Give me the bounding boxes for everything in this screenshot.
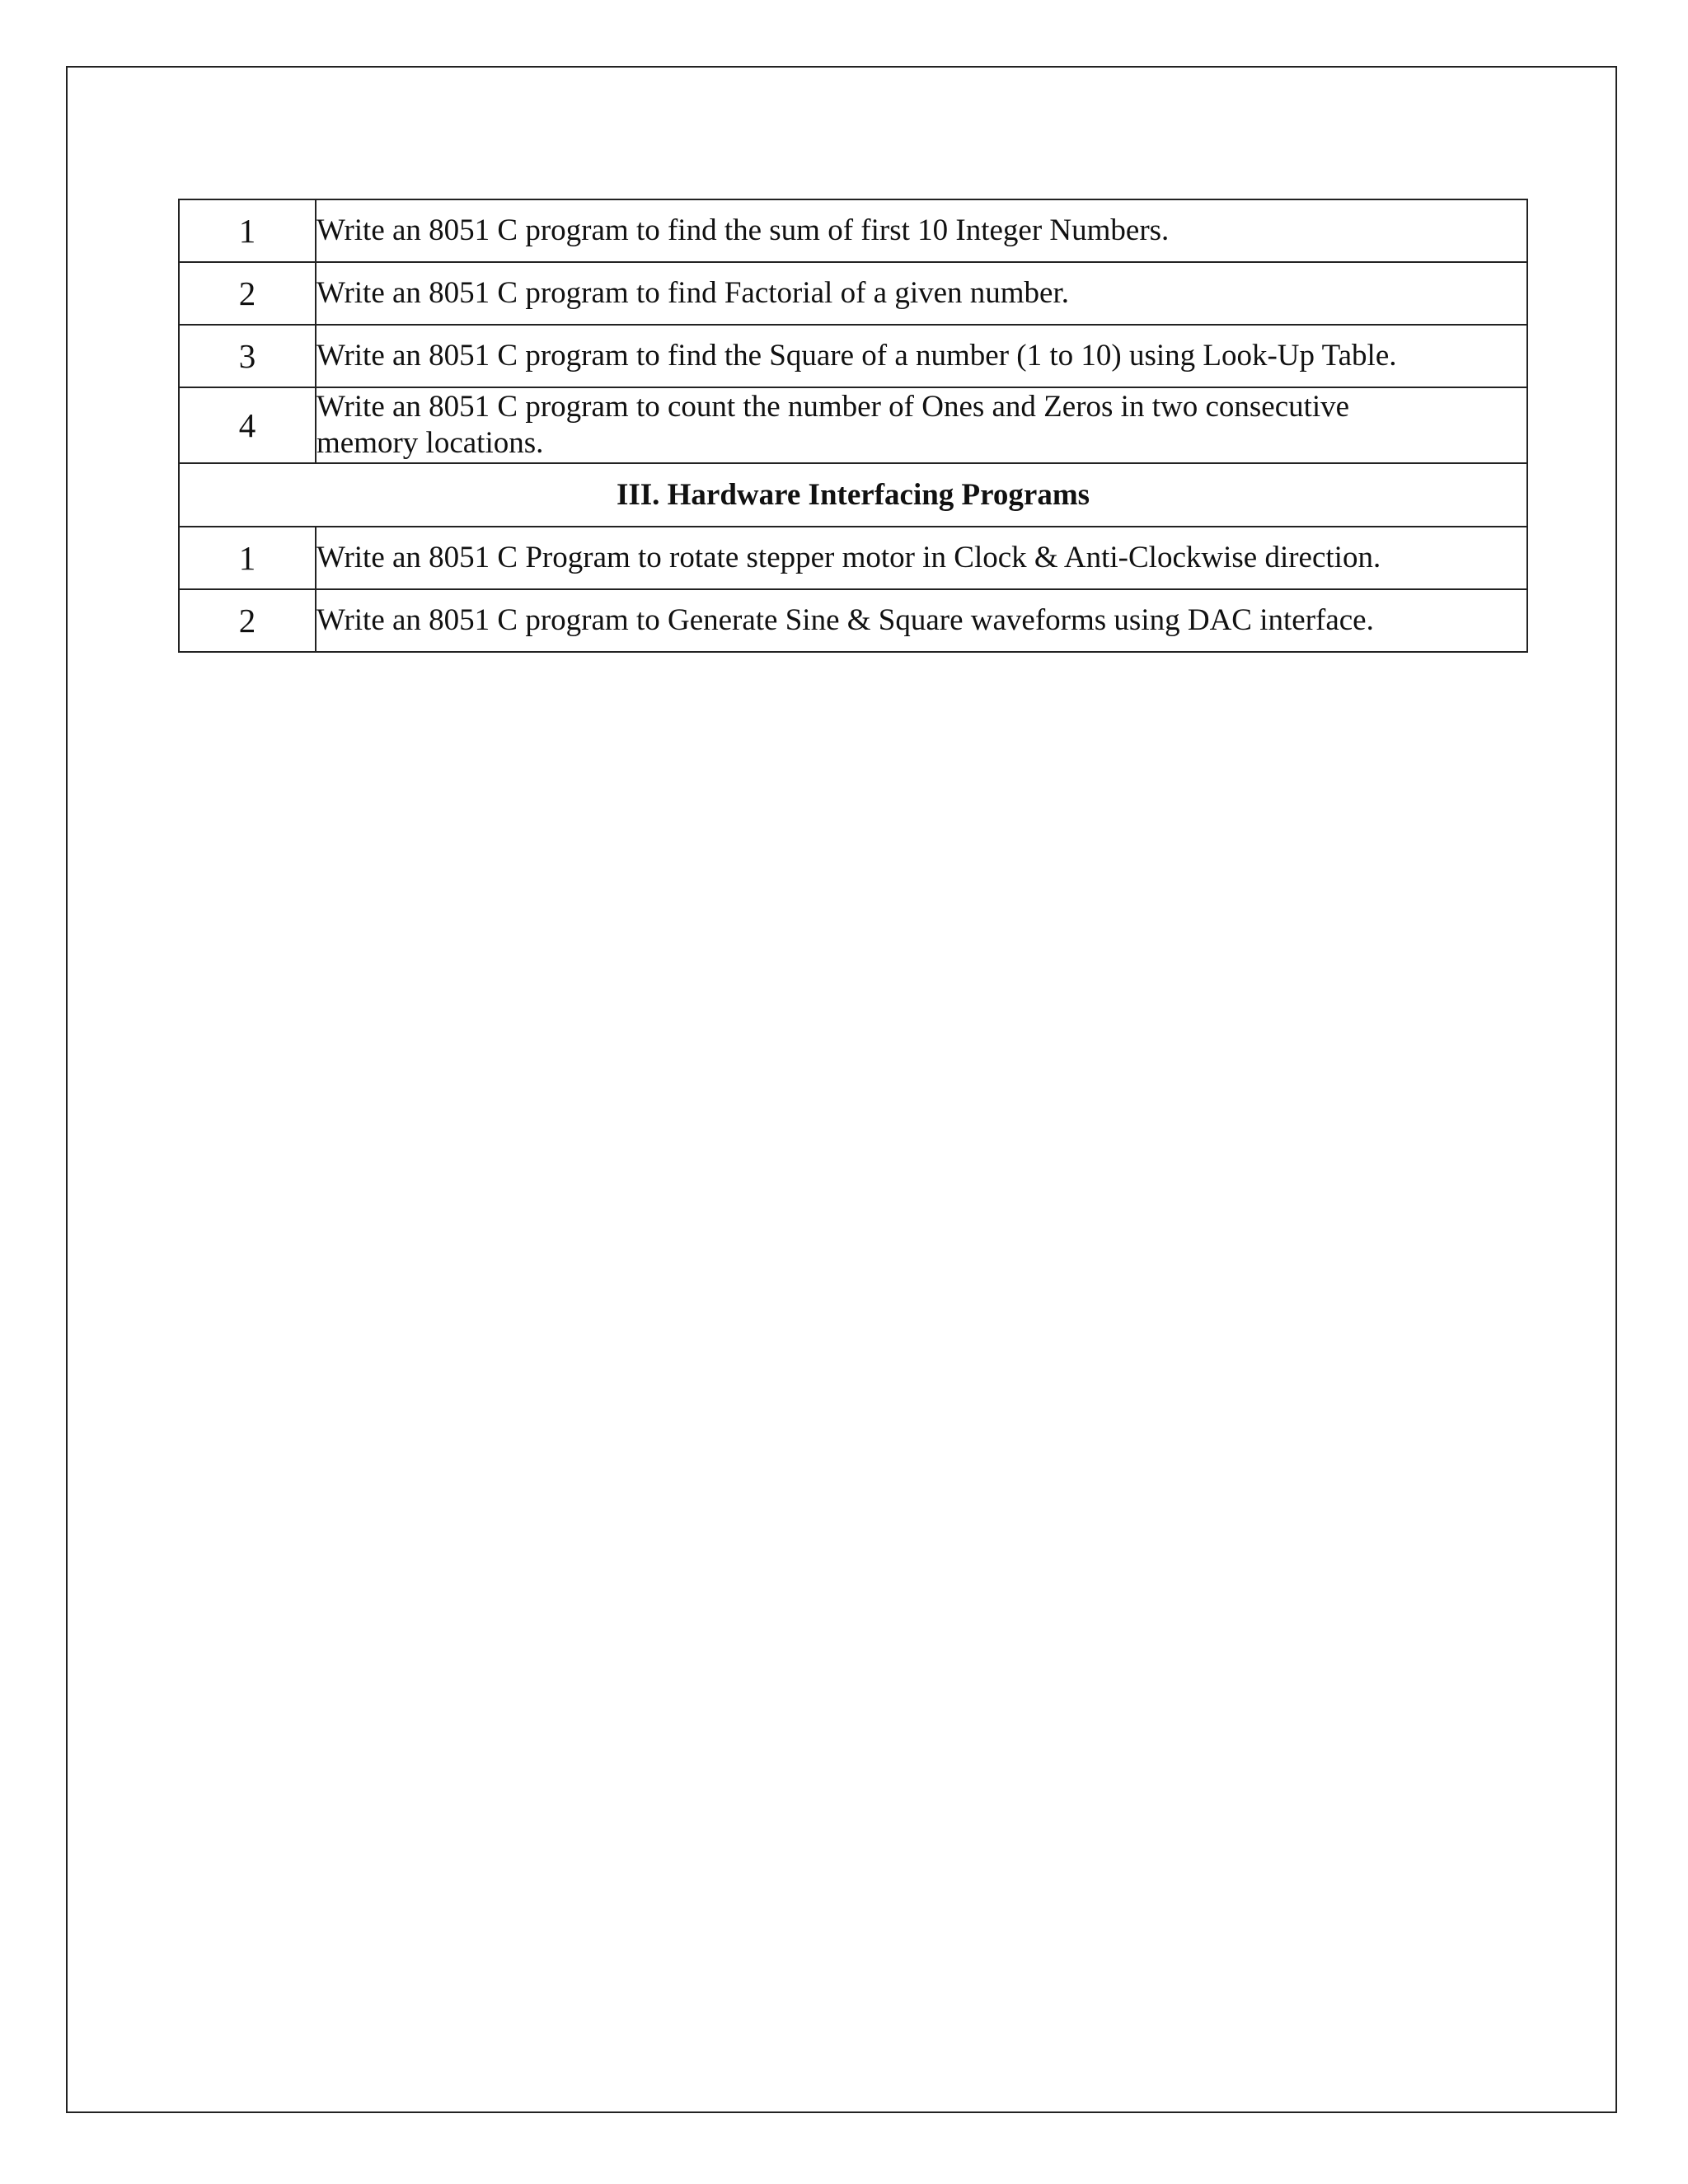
program-description: Write an 8051 C program to find Factorial of a given number.: [316, 262, 1527, 325]
section-row: [179, 463, 1527, 527]
table-row: [179, 589, 1527, 652]
program-number: 2: [179, 589, 316, 652]
section-heading: III. Hardware Interfacing Programs: [179, 463, 1527, 527]
program-description: [316, 387, 1527, 463]
program-description: Write an 8051 C program to find the Square of a number (1 to 10) using Look-Up Table.: [316, 325, 1527, 387]
program-description: Write an 8051 C program to find the sum of first 10 Integer Numbers.: [316, 199, 1527, 262]
program-description: Write an 8051 C program to Generate Sine & Square waveforms using DAC interface.: [316, 589, 1527, 652]
table-row: [179, 527, 1527, 589]
program-description-line-1: Write an 8051 C program to count the number of Ones and Zeros in two consecutive: [316, 390, 1350, 424]
program-number: 4: [179, 387, 316, 463]
program-number: 2: [179, 262, 316, 325]
table-row: [179, 325, 1527, 387]
program-description-line-2: memory locations.: [316, 426, 544, 460]
table-row: [179, 199, 1527, 262]
program-number: 1: [179, 527, 316, 589]
program-number: 3: [179, 325, 316, 387]
program-list-table: [178, 199, 1528, 653]
program-number: 1: [179, 199, 316, 262]
program-description: Write an 8051 C Program to rotate stepper motor in Clock & Anti-Clockwise direction.: [316, 527, 1527, 589]
table-row: [179, 262, 1527, 325]
table-row: [179, 387, 1527, 463]
